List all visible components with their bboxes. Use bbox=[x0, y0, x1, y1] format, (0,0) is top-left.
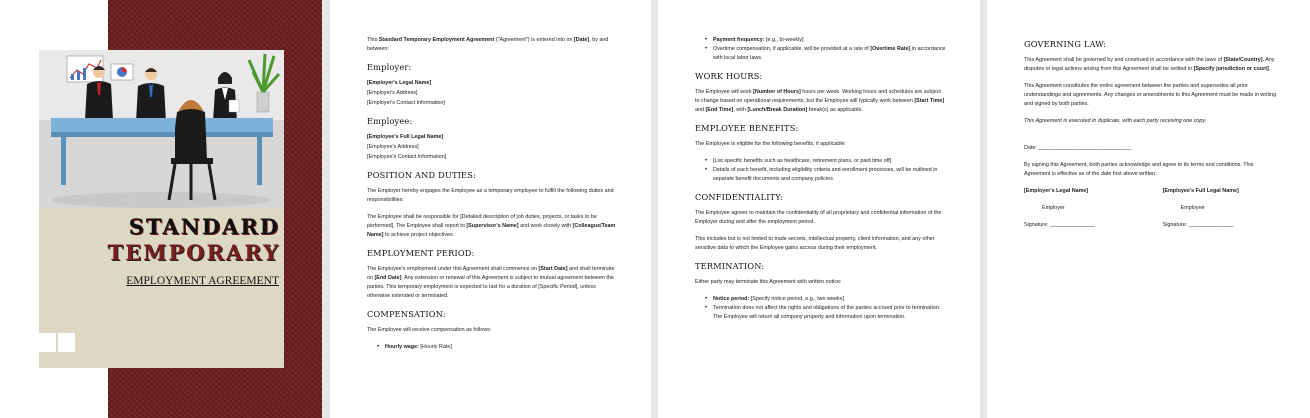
employee-signature-line[interactable]: Signature: _______________ bbox=[1162, 222, 1234, 228]
intro-paragraph: This Standard Temporary Employment Agreement ("Agreement") is entered into on [Date], by and between: bbox=[367, 37, 609, 52]
compensation-heading: COMPENSATION: bbox=[367, 309, 446, 319]
work-hours-heading: WORK HOURS: bbox=[695, 71, 763, 81]
employee-signature-column bbox=[1163, 187, 1276, 238]
cover-notch bbox=[58, 333, 75, 352]
signing-paragraph: By signing this Agreement, both parties acknowledge and agree to its terms and conditions. This Agreement is effective as of the date first above written. bbox=[1024, 162, 1254, 177]
governing-law-paragraph: This Agreement shall be governed by and construed in accordance with the laws of [State/Country]. Any disputes or legal actions arising from this Agreement shall be settled in [Specify jurisdiction or court]. bbox=[1024, 57, 1275, 72]
compensation-list-continued bbox=[695, 36, 946, 63]
employer-signature-line[interactable]: Signature: _______________ bbox=[1024, 222, 1096, 228]
position-paragraph-1: The Employer hereby engages the Employee as a temporary employee to fulfill the following duties and responsibilities: bbox=[367, 188, 614, 203]
list-item: • [List specific benefits such as healthcare, retirement plans, or paid time off] bbox=[713, 157, 946, 166]
work-hours-paragraph: The Employee will work [Number of Hours] hours per week. Working hours and schedules are subject to change based on operational requirements, but the Employee will typically work between [Start Time] and [End Time], with [Lunch/Break Duration] break(s) as applicable. bbox=[695, 89, 945, 113]
interview-illustration bbox=[39, 50, 284, 208]
benefits-paragraph: The Employee is eligible for the following benefits, if applicable: bbox=[695, 141, 847, 147]
employee-address: [Employee's Address] bbox=[367, 144, 419, 150]
document-page-2 bbox=[330, 0, 651, 418]
list-item: • Notice period: [Specify notice period, e.g., two weeks] bbox=[713, 295, 946, 304]
employee-signature-role: Employee bbox=[1180, 205, 1205, 211]
compensation-list bbox=[367, 343, 617, 352]
signature-block bbox=[1024, 187, 1276, 238]
list-item: • Hourly wage: [Hourly Rate] bbox=[385, 343, 617, 352]
period-paragraph: The Employee's employment under this Agreement shall commence on [Start Date] and shall terminate on [End Date]. Any extension or renewal of this Agreement is subject to mutual agreement between the parties. This temporary employment is expected to last for a duration of [Specific Period], unless otherwise extended or terminated. bbox=[367, 266, 615, 299]
cover-notch bbox=[39, 333, 56, 352]
document-page-4 bbox=[987, 0, 1310, 418]
employee-name: [Employee's Full Legal Name] bbox=[367, 134, 444, 140]
list-item: • Termination does not affect the rights and obligations of the parties accrued prior to termination. The Employee will return all company property and information upon termination. bbox=[713, 304, 946, 322]
period-heading: EMPLOYMENT PERIOD: bbox=[367, 248, 475, 258]
page-3-content bbox=[695, 36, 946, 330]
employer-name: [Employer's Legal Name] bbox=[367, 80, 432, 86]
date-line[interactable]: Date: _______________________________ bbox=[1024, 145, 1132, 151]
list-item: • Details of each benefit, including eligibility criteria and enrollment processes, will be outlined in separate benefit documents and company policies. bbox=[713, 166, 946, 184]
list-item: • Overtime compensation, if applicable, will be provided at a rate of [Overtime Rate] in accordance with local labor laws. bbox=[713, 45, 946, 63]
document-page-3 bbox=[658, 0, 980, 418]
termination-heading: TERMINATION: bbox=[695, 261, 765, 271]
cover-title-line2: TEMPORARY bbox=[107, 240, 280, 265]
list-item: • Payment frequency: [e.g., bi-weekly] bbox=[713, 36, 946, 45]
entire-agreement-paragraph: This Agreement constitutes the entire agreement between the parties and supersedes all prior understandings and agreements. Any changes or amendments to this Agreement must be made in writing and signed by both parties. bbox=[1024, 83, 1277, 107]
employee-contact: [Employee's Contact Information] bbox=[367, 154, 447, 160]
cover-page bbox=[0, 0, 322, 418]
position-heading: POSITION AND DUTIES: bbox=[367, 170, 476, 180]
compensation-paragraph: The Employee will receive compensation as follows: bbox=[367, 327, 492, 333]
cover-title-line1: STANDARD bbox=[128, 214, 280, 239]
employer-signature-column bbox=[1024, 187, 1137, 238]
employer-signature-role: Employer bbox=[1042, 205, 1065, 211]
confidentiality-paragraph-2: This includes but is not limited to trade secrets, intellectual property, client information, and any other sensitive data to which the Employee gains access during their employment. bbox=[695, 236, 935, 251]
employee-signature-name: [Employee's Full Legal Name] bbox=[1162, 188, 1239, 194]
confidentiality-paragraph-1: The Employee agrees to maintain the confidentiality of all proprietary and confidential information of the Employer during and after the employment period. bbox=[695, 210, 942, 225]
governing-law-heading: GOVERNING LAW: bbox=[1024, 39, 1107, 49]
employer-address: [Employer's Address] bbox=[367, 90, 418, 96]
termination-list bbox=[695, 295, 946, 322]
employer-heading: Employer: bbox=[367, 62, 412, 72]
termination-paragraph: Either party may terminate this Agreement with written notice: bbox=[695, 279, 842, 285]
duplicate-paragraph: This Agreement is executed in duplicate, with each party receiving one copy. bbox=[1024, 118, 1207, 124]
confidentiality-heading: CONFIDENTIALITY: bbox=[695, 192, 783, 202]
cover-subtitle: EMPLOYMENT AGREEMENT bbox=[126, 275, 279, 287]
benefits-list bbox=[695, 157, 946, 184]
employer-signature-name: [Employer's Legal Name] bbox=[1024, 188, 1089, 194]
employer-contact: [Employer's Contact Information] bbox=[367, 100, 446, 106]
benefits-heading: EMPLOYEE BENEFITS: bbox=[695, 123, 799, 133]
page-4-content bbox=[1024, 39, 1276, 238]
employee-heading: Employee: bbox=[367, 116, 413, 126]
page-2-content bbox=[367, 36, 617, 360]
position-paragraph-2: The Employee shall be responsible for [Detailed description of job duties, projects, or tasks to be performed]. The Employee shall report to [Supervisor's Name] and work closely with [Colleague/Team Name] to achieve project objectives. bbox=[367, 214, 616, 238]
